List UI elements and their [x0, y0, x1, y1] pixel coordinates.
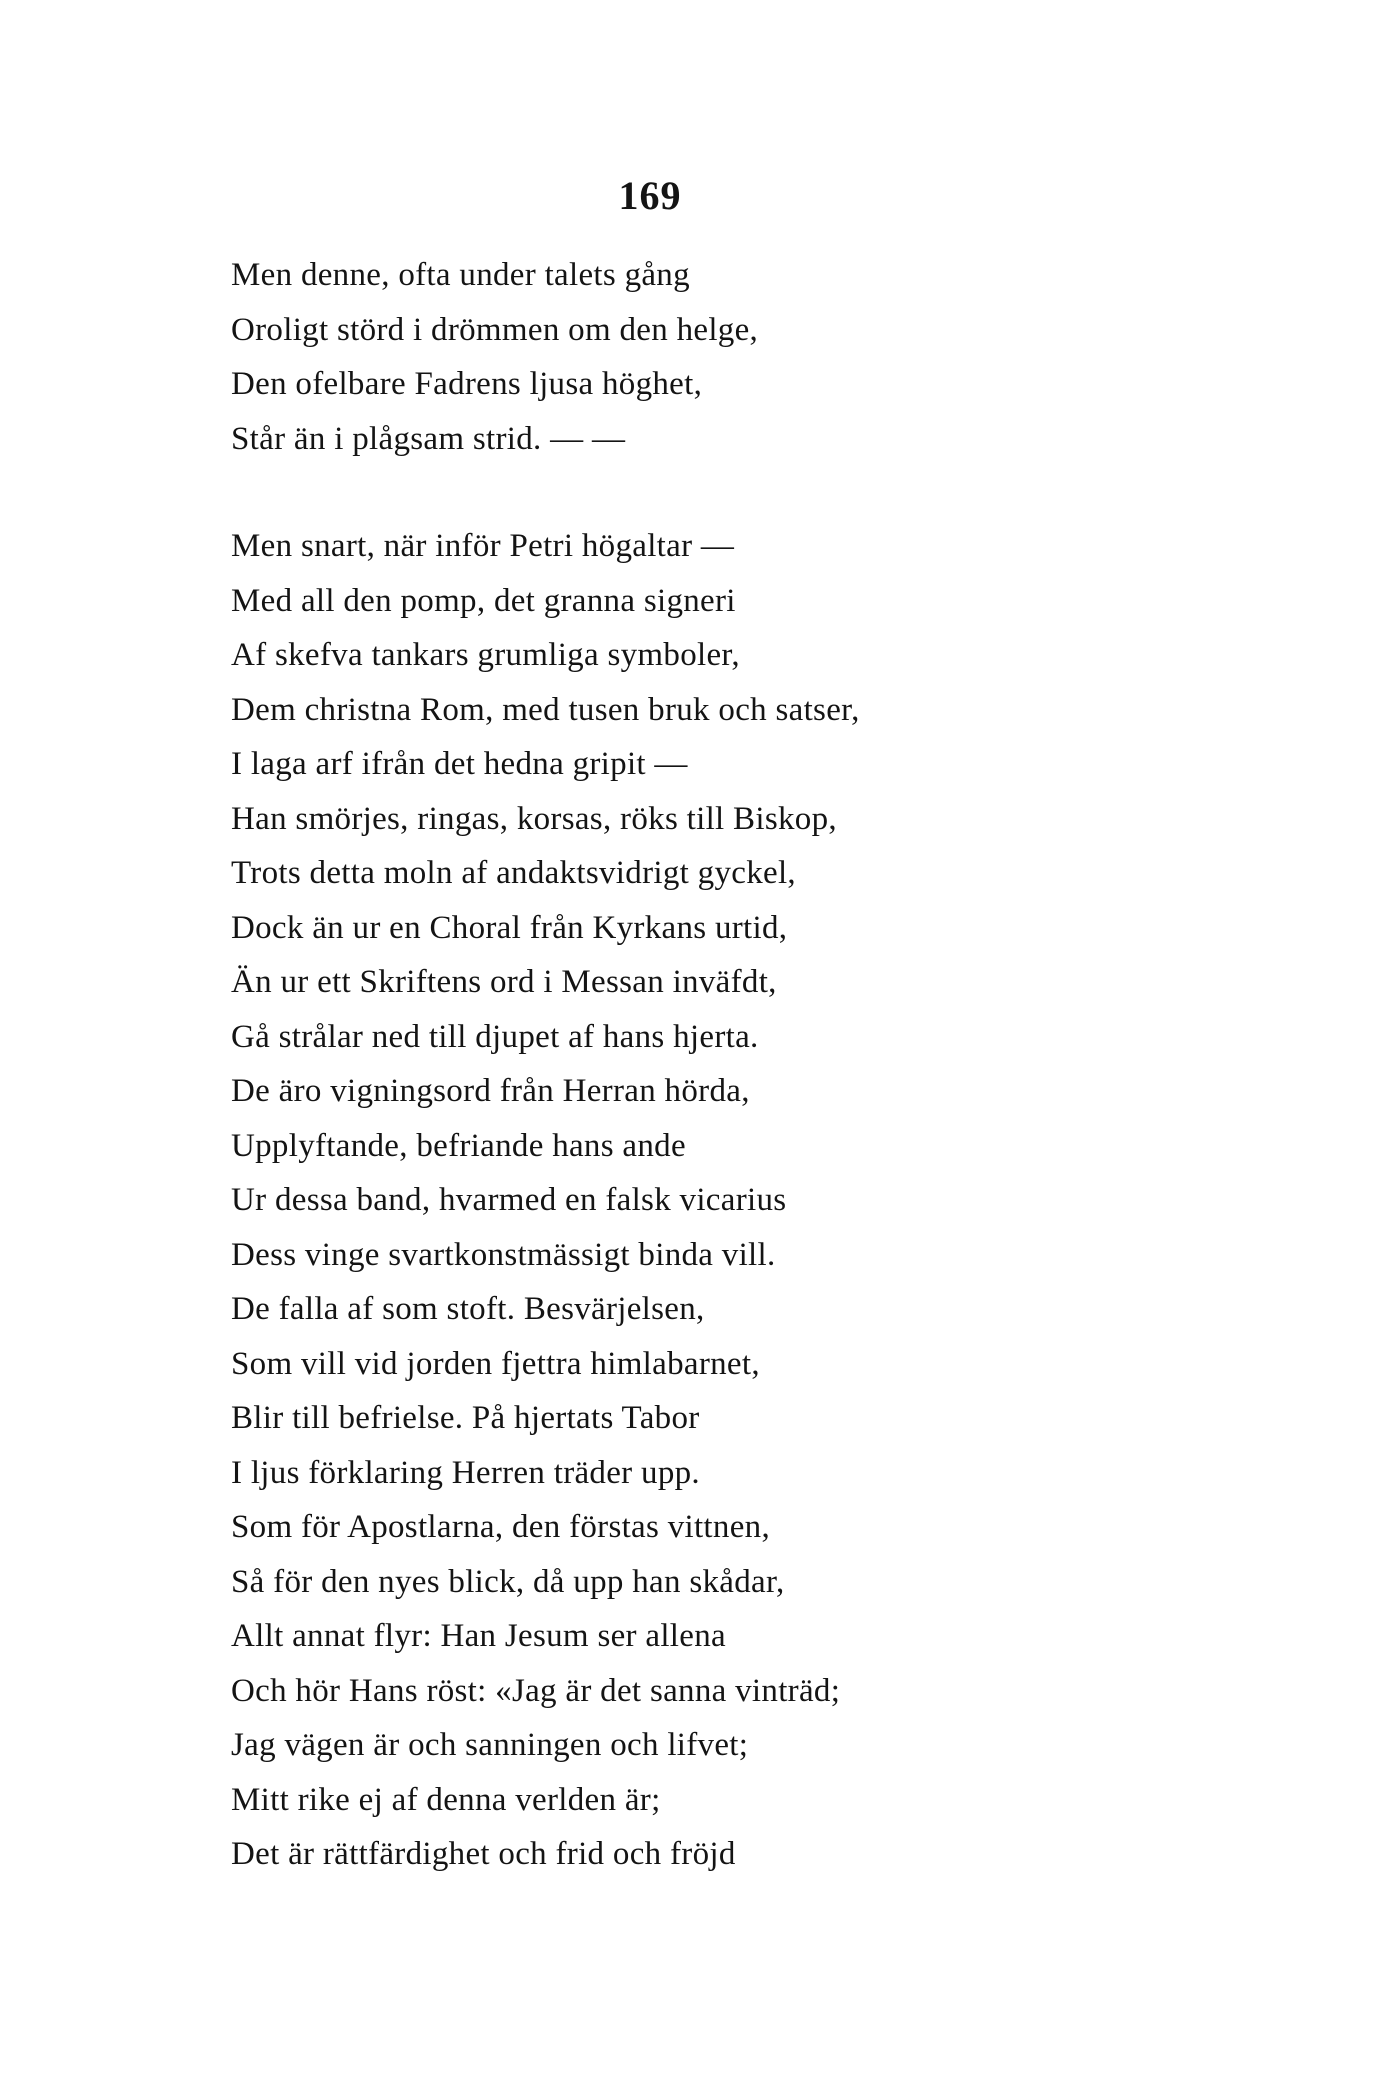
verse-line: Af skefva tankars grumliga symboler, [231, 637, 740, 673]
verse-line: Och hör Hans röst: «Jag är det sanna vinträd; [231, 1672, 841, 1709]
verse-line: Dess vinge svartkonstmässigt binda vill. [231, 1236, 776, 1273]
verse-line: Trots detta moln af andaktsvidrigt gyckel, [231, 855, 796, 891]
verse-line: Som för Apostlarna, den förstas vittnen, [231, 1509, 771, 1545]
verse-line: Den ofelbare Fadrens ljusa höghet, [231, 366, 703, 402]
page-number: 169 [618, 173, 682, 218]
verse-line: Men snart, när inför Petri högaltar — [231, 528, 735, 564]
verse-line: Ur dessa band, hvarmed en falsk vicarius [231, 1182, 787, 1218]
verse-line: Men denne, ofta under talets gång [231, 257, 690, 293]
verse-line: Det är rättfärdighet och frid och fröjd [231, 1836, 736, 1872]
verse-line: Upplyftande, befriande hans ande [231, 1127, 686, 1164]
verse-line: I laga arf ifrån det hedna gripit — [231, 746, 688, 782]
verse-line: Än ur ett Skriftens ord i Messan inväfdt, [231, 964, 777, 1000]
stanza-2 [231, 519, 860, 1882]
verse-line: Med all den pomp, det granna signeri [231, 582, 736, 619]
verse-line: Som vill vid jorden fjettra himlabarnet, [231, 1345, 760, 1382]
verse-line: Dem christna Rom, med tusen bruk och satser, [231, 691, 860, 728]
stanza-1 [231, 248, 758, 466]
verse-line: I ljus förklaring Herren träder upp. [231, 1454, 700, 1491]
verse-line: Allt annat flyr: Han Jesum ser allena [231, 1618, 726, 1654]
verse-line: Gå strålar ned till djupet af hans hjerta. [231, 1018, 759, 1055]
verse-line: Blir till befrielse. På hjertats Tabor [231, 1400, 700, 1436]
verse-line: Mitt rike ej af denna verlden är; [231, 1781, 661, 1818]
verse-line: De äro vigningsord från Herran hörda, [231, 1073, 750, 1109]
verse-line: De falla af som stoft. Besvärjelsen, [231, 1291, 705, 1327]
verse-line: Så för den nyes blick, då upp han skådar, [231, 1563, 785, 1600]
verse-line: Han smörjes, ringas, korsas, röks till Biskop, [231, 800, 837, 837]
verse-line: Står än i plågsam strid. — — [231, 420, 626, 457]
verse-line: Dock än ur en Choral från Kyrkans urtid, [231, 909, 788, 946]
verse-line: Jag vägen är och sanningen och lifvet; [231, 1727, 749, 1763]
verse-line: Oroligt störd i drömmen om den helge, [231, 311, 759, 348]
